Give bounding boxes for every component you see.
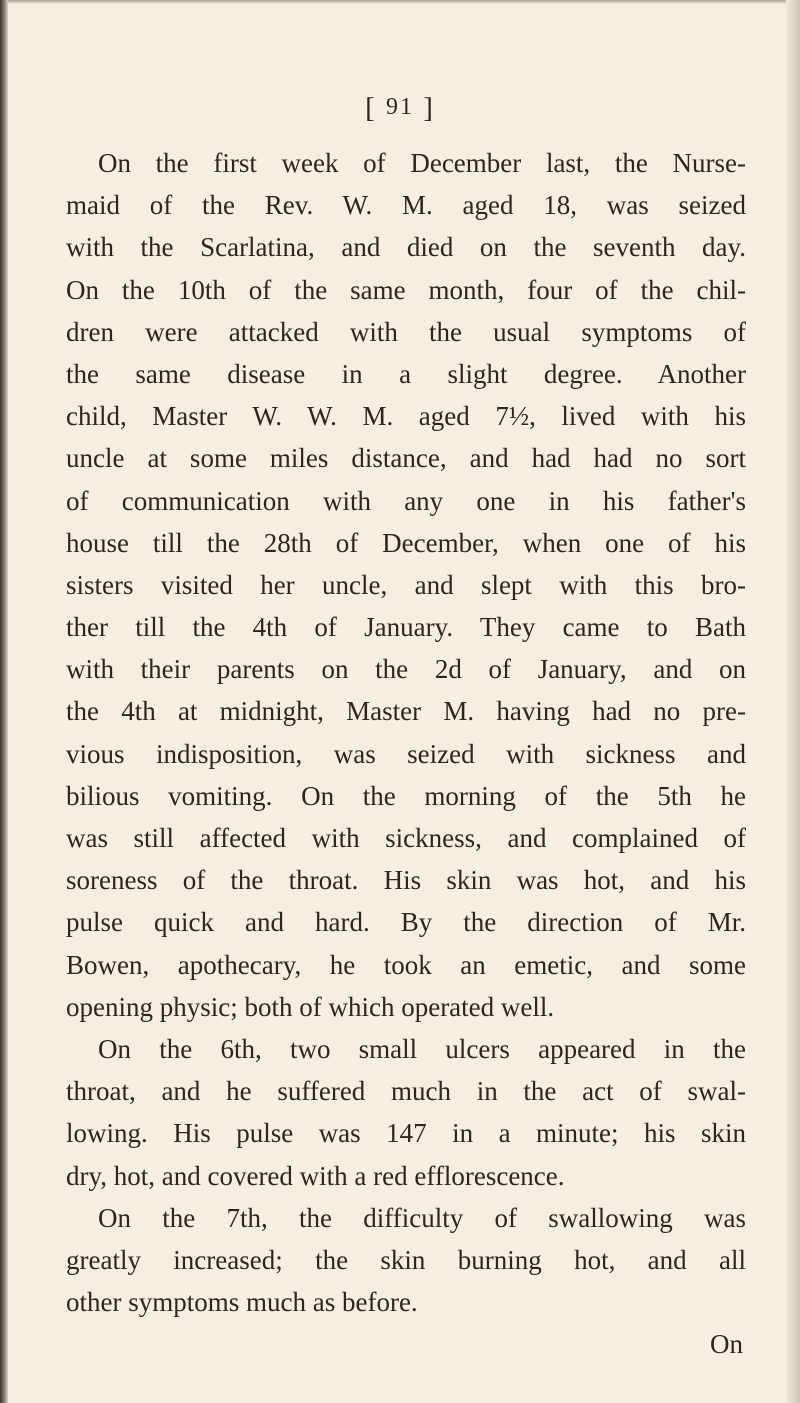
text-line: dry, hot, and covered with a red efflorescence. [66, 1160, 565, 1191]
text-line: sisters visited her uncle, and slept with this bro- [66, 569, 746, 600]
header-open-bracket: [ [365, 92, 377, 124]
text-line: On the first week of December last, the Nurse- [98, 148, 746, 178]
catchword: On [710, 1329, 743, 1360]
page-header [0, 92, 800, 125]
text-line: uncle at some miles distance, and had had no sort [66, 443, 746, 474]
page-top-edge [0, 0, 800, 4]
text-line: maid of the Rev. W. M. aged 18, was seized [66, 190, 746, 221]
text-line: bilious vomiting. On the morning of the 5th he [66, 780, 746, 811]
text-line: On the 6th, two small ulcers appeared in the [98, 1033, 746, 1064]
text-line: ther till the 4th of January. They came to Bath [66, 612, 746, 643]
text-line: house till the 28th of December, when one of his [66, 527, 746, 558]
page-spine-shadow [0, 0, 8, 1403]
text-line: greatly increased; the skin burning hot, and all [66, 1244, 746, 1275]
text-line: lowing. His pulse was 147 in a minute; his skin [66, 1118, 746, 1149]
text-line: opening physic; both of which operated well. [66, 991, 555, 1022]
text-line: with their parents on the 2d of January, and on [66, 654, 746, 685]
page-right-edge [786, 0, 800, 1403]
text-line: Bowen, apothecary, he took an emetic, and some [66, 949, 746, 980]
text-line: On the 10th of the same month, four of the chil- [66, 274, 746, 305]
text-line: the same disease in a slight degree. Another [66, 358, 746, 389]
text-line: was still affected with sickness, and complained of [66, 823, 746, 853]
text-line: throat, and he suffered much in the act of swal- [66, 1076, 746, 1107]
body-text [66, 142, 746, 1365]
text-line: with the Scarlatina, and died on the seventh day. [66, 232, 746, 263]
text-line: pulse quick and hard. By the direction of Mr. [66, 907, 746, 938]
text-line: On the 7th, the difficulty of swallowing was [98, 1202, 746, 1233]
page-number: 91 [386, 94, 414, 120]
text-line: soreness of the throat. His skin was hot, and his [66, 865, 746, 896]
text-line: dren were attacked with the usual symptoms of [66, 316, 746, 347]
text-line: other symptoms much as before. [66, 1287, 418, 1318]
text-line: vious indisposition, was seized with sickness and [66, 738, 746, 769]
header-close-bracket: ] [423, 92, 435, 124]
text-line: child, Master W. W. M. aged 7½, lived with his [66, 401, 746, 432]
text-line: the 4th at midnight, Master M. having had no pre- [66, 696, 746, 727]
text-line: of communication with any one in his father's [66, 485, 746, 516]
